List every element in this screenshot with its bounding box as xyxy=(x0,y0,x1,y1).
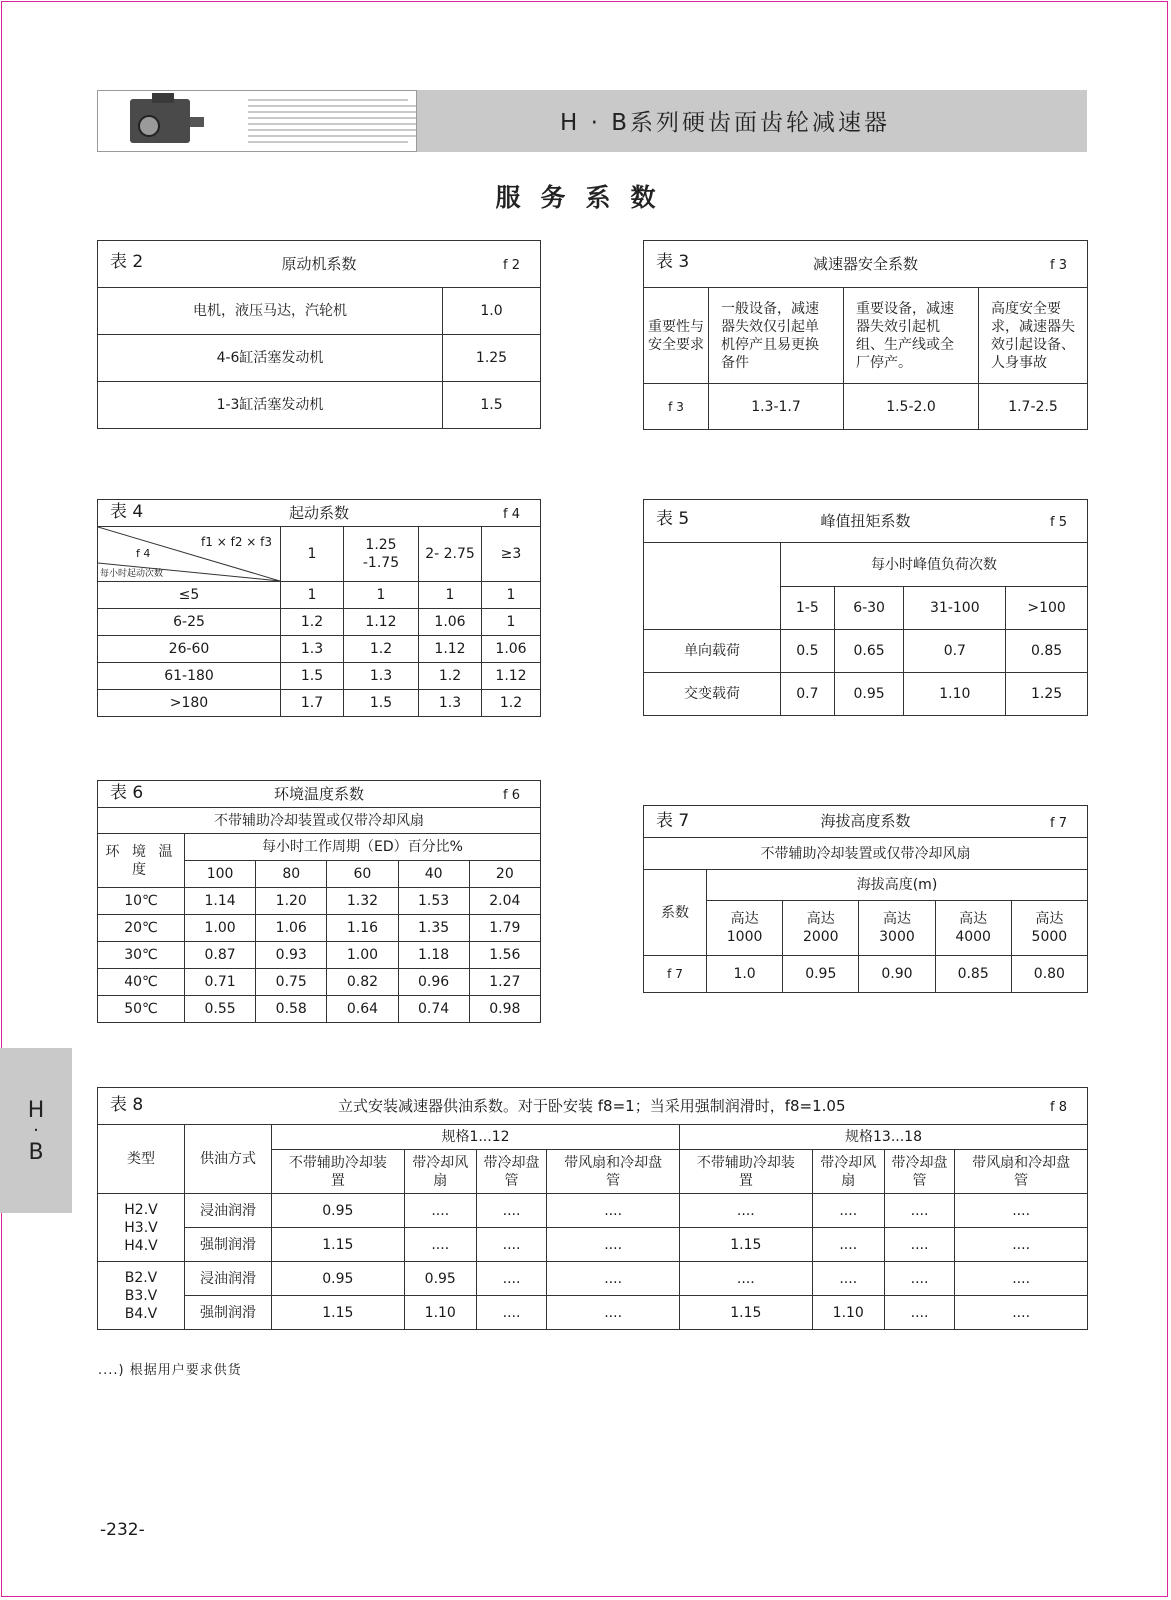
table-cell: .... xyxy=(476,1194,546,1228)
table-cell: .... xyxy=(884,1262,954,1296)
table-cell: 1.3 xyxy=(419,690,482,717)
row-label: 单向载荷 xyxy=(644,630,781,673)
column-header: 带冷却盘管 xyxy=(476,1150,546,1194)
type-cell: B2.V B3.V B4.V xyxy=(98,1262,185,1330)
table-cell: 0.5 xyxy=(781,630,835,673)
table-caption xyxy=(644,241,1088,288)
table-6 xyxy=(97,780,541,1023)
column-header: 高达 3000 xyxy=(859,901,935,956)
table-cell: 1.15 xyxy=(679,1228,812,1262)
column-header: >100 xyxy=(1006,587,1088,630)
table-cell: 1.15 xyxy=(272,1228,405,1262)
table-4 xyxy=(97,499,541,717)
table-cell: 0.55 xyxy=(185,996,256,1023)
table-symbol: f 8 xyxy=(1050,1100,1067,1115)
table-7 xyxy=(643,805,1088,993)
table-cell: 1.32 xyxy=(327,888,398,915)
table-cell: .... xyxy=(955,1262,1088,1296)
table-cell: 1.06 xyxy=(256,915,327,942)
table-cell: 0.7 xyxy=(904,630,1006,673)
header-title: H · B系列硬齿面齿轮减速器 xyxy=(560,110,891,136)
table-cell: 1.10 xyxy=(404,1296,476,1330)
table-cell: 0.82 xyxy=(327,969,398,996)
table-cell: 1.0 xyxy=(707,956,783,993)
table-cell: 1.20 xyxy=(256,888,327,915)
table-cell: 1 xyxy=(344,582,419,609)
row-label: >180 xyxy=(98,690,281,717)
page-number: -232- xyxy=(100,1520,145,1540)
table-caption xyxy=(98,1088,1088,1125)
table-cell: 1.0 xyxy=(443,288,541,335)
table-cell: .... xyxy=(679,1194,812,1228)
side-tab-letter: B xyxy=(28,1140,44,1165)
table-cell: 0.95 xyxy=(783,956,859,993)
row-label: 40℃ xyxy=(98,969,185,996)
table-cell: 1 xyxy=(281,582,344,609)
table-cell: 1 xyxy=(419,582,482,609)
column-header: 20 xyxy=(469,861,540,888)
table-cell: 0.85 xyxy=(935,956,1011,993)
table-cell: 1.25 xyxy=(443,335,541,382)
table-caption xyxy=(98,781,541,808)
table-cell: 1.2 xyxy=(482,690,541,717)
table-cell: .... xyxy=(955,1228,1088,1262)
table-cell: .... xyxy=(812,1194,884,1228)
row-label: 交变载荷 xyxy=(644,673,781,716)
table-cell: 电机，液压马达，汽轮机 xyxy=(98,288,443,335)
row-label: 10℃ xyxy=(98,888,185,915)
row-label: ≤5 xyxy=(98,582,281,609)
table-cell: .... xyxy=(547,1262,680,1296)
group-header: 每小时工作周期（ED）百分比% xyxy=(185,834,541,861)
table-cell: 0.75 xyxy=(256,969,327,996)
group-header: 规格1...12 xyxy=(272,1125,680,1150)
column-header: 高达 4000 xyxy=(935,901,1011,956)
table-cell: 1 xyxy=(482,609,541,636)
method-cell: 强制润滑 xyxy=(185,1296,272,1330)
table-cell: 一般设备，减速器失效仅引起单机停产且易更换备件 xyxy=(709,288,844,384)
column-header: 带冷却盘管 xyxy=(884,1150,954,1194)
table-cell: 重要设备，减速器失效引起机组、生产线或全厂停产。 xyxy=(844,288,979,384)
column-header: 供油方式 xyxy=(185,1125,272,1194)
table-caption xyxy=(644,806,1088,838)
table-symbol: f 6 xyxy=(503,788,520,803)
row-label: f 7 xyxy=(644,956,707,993)
row-label: 20℃ xyxy=(98,915,185,942)
table-cell: 1.00 xyxy=(327,942,398,969)
table-symbol: f 4 xyxy=(503,507,520,522)
table-label: 表 4 xyxy=(110,502,144,522)
header-product-image xyxy=(97,90,417,152)
table-cell: 0.74 xyxy=(398,996,469,1023)
method-cell: 强制润滑 xyxy=(185,1228,272,1262)
table-cell: .... xyxy=(476,1228,546,1262)
table-symbol: f 2 xyxy=(503,258,520,273)
table-cell: 1.5 xyxy=(344,690,419,717)
table-cell: .... xyxy=(476,1262,546,1296)
table-cell: .... xyxy=(547,1228,680,1262)
row-head: 环 境 温 度 xyxy=(98,834,185,888)
table-label: 表 2 xyxy=(110,252,144,272)
column-header: 带冷却风扇 xyxy=(812,1150,884,1194)
table-title: 海拔高度系数 xyxy=(820,812,911,830)
table-cell: 1.79 xyxy=(469,915,540,942)
table-cell: 1.7-2.5 xyxy=(979,384,1088,430)
blank-header xyxy=(644,543,781,630)
table-cell: 1.25 xyxy=(1006,673,1088,716)
column-header: 高达 5000 xyxy=(1011,901,1087,956)
table-cell: 0.98 xyxy=(469,996,540,1023)
table-2 xyxy=(97,240,541,429)
column-header: ≥3 xyxy=(482,527,541,582)
method-cell: 浸油润滑 xyxy=(185,1194,272,1228)
column-header: 40 xyxy=(398,861,469,888)
column-header: 1-5 xyxy=(781,587,835,630)
table-title: 减速器安全系数 xyxy=(812,254,918,273)
row-label: 26-60 xyxy=(98,636,281,663)
table-cell: 1.5 xyxy=(443,382,541,429)
table-cell: 0.71 xyxy=(185,969,256,996)
table-cell: 0.95 xyxy=(272,1262,405,1296)
table-cell: 0.80 xyxy=(1011,956,1087,993)
table-cell: 1.27 xyxy=(469,969,540,996)
table-cell: 0.95 xyxy=(834,673,904,716)
diag-bottom: 每小时起动次数 xyxy=(100,569,164,579)
diag-top: f1 × f2 × f3 xyxy=(201,535,272,549)
table-cell: .... xyxy=(547,1194,680,1228)
table-label: 表 7 xyxy=(656,811,690,831)
method-cell: 浸油润滑 xyxy=(185,1262,272,1296)
table-cell: 1.12 xyxy=(419,636,482,663)
column-header: 不带辅助冷却装置 xyxy=(272,1150,405,1194)
column-header: 6-30 xyxy=(834,587,904,630)
table-cell: .... xyxy=(812,1262,884,1296)
row-label: 61-180 xyxy=(98,663,281,690)
table-caption xyxy=(98,241,541,288)
table-cell: 1.00 xyxy=(185,915,256,942)
table-cell: 1.56 xyxy=(469,942,540,969)
table-label: 表 5 xyxy=(656,509,690,529)
table-cell: 1.12 xyxy=(482,663,541,690)
table-cell: 0.58 xyxy=(256,996,327,1023)
table-label: 表 3 xyxy=(656,252,690,272)
table-cell: .... xyxy=(476,1296,546,1330)
table-cell: 1.06 xyxy=(419,609,482,636)
table-cell: 1-3缸活塞发动机 xyxy=(98,382,443,429)
type-cell: H2.V H3.V H4.V xyxy=(98,1194,185,1262)
table-cell: 1 xyxy=(482,582,541,609)
table-title: 峰值扭矩系数 xyxy=(820,511,911,530)
table-cell: 1.10 xyxy=(904,673,1006,716)
table-cell: 1.2 xyxy=(344,636,419,663)
row-head: 重要性与安全要求 xyxy=(644,288,709,384)
column-header: 带风扇和冷却盘管 xyxy=(955,1150,1088,1194)
table-cell: 1.53 xyxy=(398,888,469,915)
table-cell: .... xyxy=(404,1194,476,1228)
table-cell: 1.5-2.0 xyxy=(844,384,979,430)
column-header: 1 xyxy=(281,527,344,582)
table-label: 表 6 xyxy=(110,783,144,803)
table-title: 原动机系数 xyxy=(281,254,357,273)
table-caption xyxy=(644,500,1088,543)
column-header: 100 xyxy=(185,861,256,888)
table-5 xyxy=(643,499,1088,716)
table-cell: 1.12 xyxy=(344,609,419,636)
table-cell: 1.3 xyxy=(281,636,344,663)
table-cell: 1.5 xyxy=(281,663,344,690)
footnote: ....) 根据用户要求供货 xyxy=(98,1363,242,1378)
table-title: 环境温度系数 xyxy=(273,784,364,803)
table-cell: 高度安全要求，减速器失效引起设备、人身事故 xyxy=(979,288,1088,384)
column-header: 60 xyxy=(327,861,398,888)
side-section-tab xyxy=(0,1048,72,1213)
table-cell: 0.93 xyxy=(256,942,327,969)
table-symbol: f 5 xyxy=(1050,515,1067,530)
side-tab-dot: · xyxy=(33,1120,39,1141)
column-header: 不带辅助冷却装置 xyxy=(679,1150,812,1194)
table-cell: 1.15 xyxy=(679,1296,812,1330)
table-cell: 1.14 xyxy=(185,888,256,915)
row-head: f 3 xyxy=(644,384,709,430)
table-cell: .... xyxy=(679,1262,812,1296)
table-cell: 4-6缸活塞发动机 xyxy=(98,335,443,382)
table-cell: 2.04 xyxy=(469,888,540,915)
table-3 xyxy=(643,240,1088,430)
table-cell: 0.64 xyxy=(327,996,398,1023)
table-cell: 1.18 xyxy=(398,942,469,969)
table-cell: 1.06 xyxy=(482,636,541,663)
table-cell: 0.95 xyxy=(272,1194,405,1228)
table-symbol: f 7 xyxy=(1050,816,1067,831)
column-header: 2- 2.75 xyxy=(419,527,482,582)
column-header: 80 xyxy=(256,861,327,888)
table-cell: 0.85 xyxy=(1006,630,1088,673)
table-cell: .... xyxy=(404,1228,476,1262)
table-cell: 1.3-1.7 xyxy=(709,384,844,430)
side-tab-letter: H xyxy=(27,1098,45,1123)
table-cell: 1.3 xyxy=(344,663,419,690)
table-title: 立式安装减速器供油系数。对于卧安装 f8=1；当采用强制润滑时，f8=1.05 xyxy=(338,1097,846,1115)
column-header: 带冷却风扇 xyxy=(404,1150,476,1194)
row-head: 系数 xyxy=(644,870,707,956)
column-header: 高达 1000 xyxy=(707,901,783,956)
table-cell: .... xyxy=(884,1296,954,1330)
table-cell: .... xyxy=(884,1228,954,1262)
column-header: 31-100 xyxy=(904,587,1006,630)
table-cell: .... xyxy=(884,1194,954,1228)
group-header: 海拔高度(m) xyxy=(707,870,1088,901)
group-header: 每小时峰值负荷次数 xyxy=(781,543,1088,587)
table-cell: .... xyxy=(955,1194,1088,1228)
column-header: 1.25 -1.75 xyxy=(344,527,419,582)
table-cell: 0.7 xyxy=(781,673,835,716)
row-label: 30℃ xyxy=(98,942,185,969)
column-header: 高达 2000 xyxy=(783,901,859,956)
group-header: 规格13...18 xyxy=(679,1125,1087,1150)
table-cell: 0.95 xyxy=(404,1262,476,1296)
row-label: 6-25 xyxy=(98,609,281,636)
table-subtitle: 不带辅助冷却装置或仅带冷却风扇 xyxy=(98,808,541,834)
diag-mid: f 4 xyxy=(136,547,151,560)
table-cell: 1.15 xyxy=(272,1296,405,1330)
table-label: 表 8 xyxy=(110,1095,144,1115)
table-symbol: f 3 xyxy=(1050,258,1067,273)
table-subtitle: 不带辅助冷却装置或仅带冷却风扇 xyxy=(644,838,1088,870)
table-cell: .... xyxy=(812,1228,884,1262)
table-8 xyxy=(97,1087,1088,1330)
table-cell: 1.2 xyxy=(419,663,482,690)
table-cell: 0.87 xyxy=(185,942,256,969)
table-cell: 1.10 xyxy=(812,1296,884,1330)
row-label: 50℃ xyxy=(98,996,185,1023)
table-cell: 1.35 xyxy=(398,915,469,942)
diagonal-header xyxy=(98,527,281,582)
table-cell: 0.96 xyxy=(398,969,469,996)
table-caption xyxy=(98,500,541,527)
table-title: 起动系数 xyxy=(288,503,349,522)
gear-reducer-icon xyxy=(130,99,190,143)
table-cell: 1.16 xyxy=(327,915,398,942)
table-cell: .... xyxy=(955,1296,1088,1330)
table-cell: 0.90 xyxy=(859,956,935,993)
column-header: 带风扇和冷却盘管 xyxy=(547,1150,680,1194)
table-cell: .... xyxy=(547,1296,680,1330)
column-header: 类型 xyxy=(98,1125,185,1194)
table-cell: 0.65 xyxy=(834,630,904,673)
table-cell: 1.7 xyxy=(281,690,344,717)
table-cell: 1.2 xyxy=(281,609,344,636)
page-title: 服务系数 xyxy=(495,183,676,212)
